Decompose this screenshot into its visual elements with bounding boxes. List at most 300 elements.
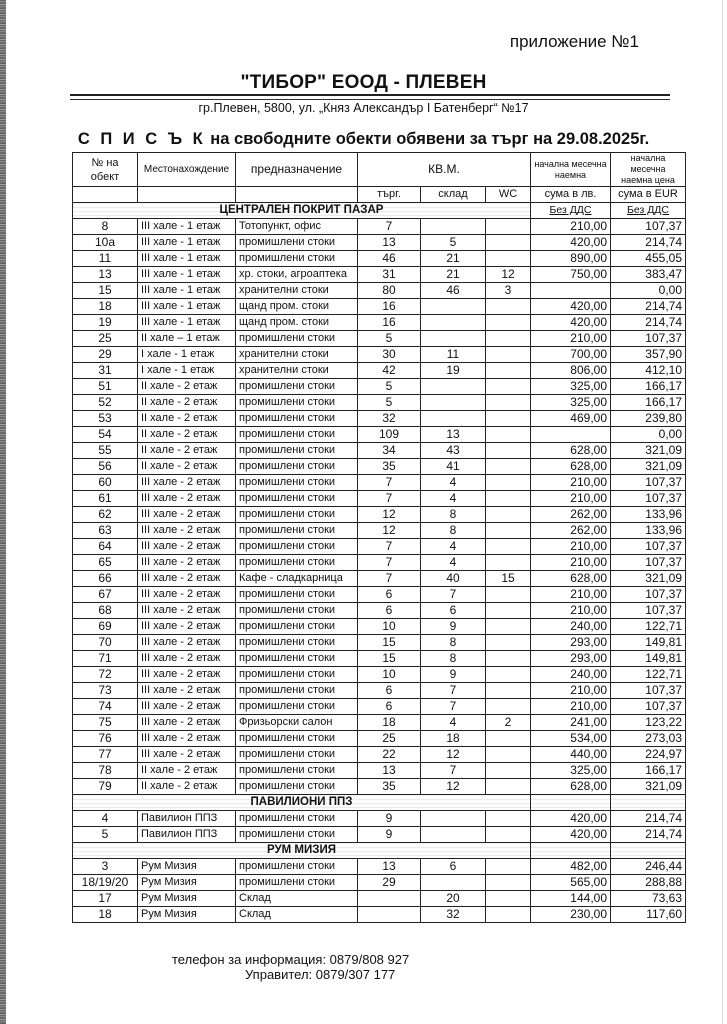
cell-location: Павилион ППЗ bbox=[138, 827, 236, 843]
cell-trade: 7 bbox=[358, 491, 421, 507]
cell-wc bbox=[486, 779, 531, 795]
cell-rent-eur: 321,09 bbox=[611, 443, 686, 459]
cell-location: II хале - 2 етаж bbox=[138, 411, 236, 427]
cell-purpose: хранителни стоки bbox=[236, 363, 358, 379]
cell-location: III хале - 2 етаж bbox=[138, 571, 236, 587]
cell-wc bbox=[486, 299, 531, 315]
cell-trade: 13 bbox=[358, 235, 421, 251]
cell-rent-eur: 107,37 bbox=[611, 491, 686, 507]
cell-wc bbox=[486, 379, 531, 395]
cell-trade bbox=[358, 907, 421, 923]
cell-wc bbox=[486, 443, 531, 459]
cell-trade: 35 bbox=[358, 459, 421, 475]
col-purpose-header: предназначение bbox=[236, 153, 358, 187]
cell-rent-eur: 107,37 bbox=[611, 331, 686, 347]
table-row bbox=[73, 267, 686, 283]
col-number-header: № на обект bbox=[73, 153, 138, 187]
cell-rent-eur: 321,09 bbox=[611, 779, 686, 795]
table-row bbox=[73, 699, 686, 715]
cell-trade: 35 bbox=[358, 779, 421, 795]
cell-rent-bgn: 565,00 bbox=[531, 875, 611, 891]
cell-trade: 46 bbox=[358, 251, 421, 267]
cell-purpose: промишлени стоки bbox=[236, 331, 358, 347]
cell-purpose: промишлени стоки bbox=[236, 683, 358, 699]
empty-cell bbox=[138, 187, 236, 203]
cell-rent-eur: 246,44 bbox=[611, 859, 686, 875]
table-row bbox=[73, 859, 686, 875]
cell-location: Рум Мизия bbox=[138, 891, 236, 907]
cell-storage: 11 bbox=[421, 347, 486, 363]
cell-storage: 43 bbox=[421, 443, 486, 459]
cell-rent-bgn: 534,00 bbox=[531, 731, 611, 747]
cell-rent-eur: 357,90 bbox=[611, 347, 686, 363]
cell-purpose: промишлени стоки bbox=[236, 731, 358, 747]
cell-location: III хале - 2 етаж bbox=[138, 603, 236, 619]
cell-number: 11 bbox=[73, 251, 138, 267]
cell-location: III хале - 2 етаж bbox=[138, 555, 236, 571]
cell-location: I хале - 1 етаж bbox=[138, 363, 236, 379]
title-list-word: С П И С Ъ К bbox=[77, 130, 206, 148]
cell-rent-bgn: 210,00 bbox=[531, 475, 611, 491]
cell-wc: 15 bbox=[486, 571, 531, 587]
cell-purpose: промишлени стоки bbox=[236, 587, 358, 603]
cell-number: 60 bbox=[73, 475, 138, 491]
section-title: ПАВИЛИОНИ ППЗ bbox=[73, 795, 531, 811]
cell-rent-eur: 273,03 bbox=[611, 731, 686, 747]
header-row-2 bbox=[73, 187, 686, 203]
cell-purpose: Склад bbox=[236, 907, 358, 923]
cell-trade: 80 bbox=[358, 283, 421, 299]
cell-storage bbox=[421, 219, 486, 235]
cell-location: Павилион ППЗ bbox=[138, 811, 236, 827]
cell-rent-eur: 133,96 bbox=[611, 507, 686, 523]
cell-number: 71 bbox=[73, 651, 138, 667]
cell-wc bbox=[486, 427, 531, 443]
cell-storage: 9 bbox=[421, 667, 486, 683]
cell-number: 52 bbox=[73, 395, 138, 411]
table-row bbox=[73, 907, 686, 923]
cell-wc bbox=[486, 411, 531, 427]
empty-cell bbox=[73, 187, 138, 203]
cell-storage bbox=[421, 411, 486, 427]
cell-storage bbox=[421, 827, 486, 843]
cell-rent-bgn: 628,00 bbox=[531, 459, 611, 475]
cell-rent-eur: 107,37 bbox=[611, 587, 686, 603]
cell-rent-eur: 107,37 bbox=[611, 475, 686, 491]
cell-storage bbox=[421, 875, 486, 891]
table-row bbox=[73, 763, 686, 779]
table-row bbox=[73, 619, 686, 635]
cell-trade: 30 bbox=[358, 347, 421, 363]
table-row bbox=[73, 331, 686, 347]
cell-number: 77 bbox=[73, 747, 138, 763]
cell-storage: 6 bbox=[421, 603, 486, 619]
section-header-row bbox=[73, 203, 686, 219]
cell-purpose: Склад bbox=[236, 891, 358, 907]
cell-wc bbox=[486, 683, 531, 699]
cell-trade: 42 bbox=[358, 363, 421, 379]
cell-rent-bgn: 210,00 bbox=[531, 555, 611, 571]
cell-location: II хале - 2 етаж bbox=[138, 443, 236, 459]
table-row bbox=[73, 475, 686, 491]
table-row bbox=[73, 443, 686, 459]
cell-rent-eur: 224,97 bbox=[611, 747, 686, 763]
cell-rent-eur: 455,05 bbox=[611, 251, 686, 267]
cell-rent-eur: 107,37 bbox=[611, 699, 686, 715]
cell-rent-bgn: 890,00 bbox=[531, 251, 611, 267]
cell-rent-eur: 107,37 bbox=[611, 219, 686, 235]
cell-purpose: промишлени стоки bbox=[236, 251, 358, 267]
cell-location: I хале - 1 етаж bbox=[138, 347, 236, 363]
cell-storage bbox=[421, 811, 486, 827]
cell-purpose: Тотопункт, офис bbox=[236, 219, 358, 235]
cell-wc bbox=[486, 907, 531, 923]
cell-location: III хале - 2 етаж bbox=[138, 491, 236, 507]
cell-location: III хале - 1 етаж bbox=[138, 219, 236, 235]
cell-wc bbox=[486, 699, 531, 715]
cell-wc bbox=[486, 875, 531, 891]
cell-purpose: промишлени стоки bbox=[236, 811, 358, 827]
cell-wc bbox=[486, 507, 531, 523]
cell-purpose: промишлени стоки bbox=[236, 427, 358, 443]
cell-trade: 6 bbox=[358, 683, 421, 699]
table-row bbox=[73, 507, 686, 523]
cell-rent-bgn: 420,00 bbox=[531, 315, 611, 331]
table-row bbox=[73, 411, 686, 427]
cell-number: 15 bbox=[73, 283, 138, 299]
cell-rent-bgn: 628,00 bbox=[531, 779, 611, 795]
cell-location: III хале - 1 етаж bbox=[138, 315, 236, 331]
cell-number: 54 bbox=[73, 427, 138, 443]
cell-trade: 5 bbox=[358, 379, 421, 395]
cell-number: 53 bbox=[73, 411, 138, 427]
cell-storage bbox=[421, 379, 486, 395]
cell-number: 69 bbox=[73, 619, 138, 635]
cell-location: II хале - 2 етаж bbox=[138, 427, 236, 443]
info-phone: телефон за информация: 0879/808 927 bbox=[172, 952, 410, 967]
cell-number: 66 bbox=[73, 571, 138, 587]
cell-storage: 7 bbox=[421, 763, 486, 779]
cell-wc: 3 bbox=[486, 283, 531, 299]
cell-rent-bgn: 325,00 bbox=[531, 395, 611, 411]
cell-purpose: щанд пром. стоки bbox=[236, 299, 358, 315]
cell-purpose: Кафе - сладкарница bbox=[236, 571, 358, 587]
col-wc-header: WC bbox=[486, 187, 531, 203]
cell-wc bbox=[486, 523, 531, 539]
cell-storage: 21 bbox=[421, 251, 486, 267]
appendix-label: приложение №1 bbox=[509, 32, 639, 51]
cell-rent-bgn: 420,00 bbox=[531, 827, 611, 843]
cell-storage: 46 bbox=[421, 283, 486, 299]
cell-storage: 5 bbox=[421, 235, 486, 251]
cell-rent-eur: 214,74 bbox=[611, 827, 686, 843]
cell-purpose: промишлени стоки bbox=[236, 875, 358, 891]
cell-number: 72 bbox=[73, 667, 138, 683]
cell-location: III хале - 2 етаж bbox=[138, 683, 236, 699]
table-row bbox=[73, 363, 686, 379]
cell-purpose: промишлени стоки bbox=[236, 747, 358, 763]
cell-rent-eur: 107,37 bbox=[611, 603, 686, 619]
cell-purpose: промишлени стоки bbox=[236, 699, 358, 715]
cell-rent-eur: 166,17 bbox=[611, 395, 686, 411]
section-filler bbox=[531, 795, 611, 811]
cell-trade: 7 bbox=[358, 571, 421, 587]
cell-purpose: промишлени стоки bbox=[236, 635, 358, 651]
cell-number: 75 bbox=[73, 715, 138, 731]
cell-trade: 15 bbox=[358, 635, 421, 651]
cell-purpose: промишлени стоки bbox=[236, 667, 358, 683]
title-rest: на свободните обекти обявени за търг на 29.08.2025г. bbox=[205, 130, 650, 148]
cell-location: II хале - 2 етаж bbox=[138, 459, 236, 475]
table-row bbox=[73, 731, 686, 747]
cell-storage: 12 bbox=[421, 779, 486, 795]
cell-trade: 25 bbox=[358, 731, 421, 747]
cell-storage: 13 bbox=[421, 427, 486, 443]
col-rent-eur-header: начална месечна наемна цена bbox=[611, 153, 686, 187]
cell-rent-bgn: 293,00 bbox=[531, 635, 611, 651]
cell-purpose: промишлени стоки bbox=[236, 827, 358, 843]
cell-wc bbox=[486, 747, 531, 763]
cell-location: II хале – 1 етаж bbox=[138, 331, 236, 347]
table-row bbox=[73, 603, 686, 619]
cell-rent-eur: 0,00 bbox=[611, 283, 686, 299]
cell-rent-bgn: 262,00 bbox=[531, 507, 611, 523]
table-row bbox=[73, 379, 686, 395]
cell-location: III хале - 2 етаж bbox=[138, 539, 236, 555]
cell-rent-eur: 107,37 bbox=[611, 683, 686, 699]
cell-storage: 19 bbox=[421, 363, 486, 379]
cell-rent-eur: 117,60 bbox=[611, 907, 686, 923]
cell-rent-bgn: 293,00 bbox=[531, 651, 611, 667]
cell-trade: 16 bbox=[358, 299, 421, 315]
cell-purpose: промишлени стоки bbox=[236, 603, 358, 619]
table-row bbox=[73, 315, 686, 331]
cell-purpose: промишлени стоки bbox=[236, 379, 358, 395]
cell-purpose: промишлени стоки bbox=[236, 235, 358, 251]
cell-purpose: промишлени стоки bbox=[236, 555, 358, 571]
cell-storage: 7 bbox=[421, 683, 486, 699]
cell-number: 51 bbox=[73, 379, 138, 395]
table-row bbox=[73, 491, 686, 507]
cell-rent-eur: 122,71 bbox=[611, 619, 686, 635]
cell-trade: 7 bbox=[358, 555, 421, 571]
cell-storage: 8 bbox=[421, 635, 486, 651]
cell-number: 63 bbox=[73, 523, 138, 539]
table-row bbox=[73, 555, 686, 571]
cell-number: 18/19/20 bbox=[73, 875, 138, 891]
cell-rent-eur: 239,80 bbox=[611, 411, 686, 427]
cell-rent-bgn: 230,00 bbox=[531, 907, 611, 923]
cell-location: II хале - 2 етаж bbox=[138, 379, 236, 395]
cell-wc bbox=[486, 395, 531, 411]
cell-rent-bgn: 750,00 bbox=[531, 267, 611, 283]
cell-storage bbox=[421, 315, 486, 331]
cell-purpose: промишлени стоки bbox=[236, 491, 358, 507]
cell-rent-eur: 214,74 bbox=[611, 315, 686, 331]
cell-wc bbox=[486, 891, 531, 907]
cell-storage bbox=[421, 299, 486, 315]
vat-note-bgn: Без ДДС bbox=[531, 203, 611, 219]
scan-edge-artifact bbox=[0, 0, 6, 1024]
cell-location: III хале - 2 етаж bbox=[138, 667, 236, 683]
cell-number: 79 bbox=[73, 779, 138, 795]
cell-rent-bgn: 210,00 bbox=[531, 603, 611, 619]
vat-note-eur: Без ДДС bbox=[611, 203, 686, 219]
cell-storage: 7 bbox=[421, 587, 486, 603]
cell-trade: 22 bbox=[358, 747, 421, 763]
cell-location: Рум Мизия bbox=[138, 859, 236, 875]
cell-number: 18 bbox=[73, 299, 138, 315]
empty-cell bbox=[236, 187, 358, 203]
cell-rent-eur: 214,74 bbox=[611, 299, 686, 315]
cell-storage: 40 bbox=[421, 571, 486, 587]
section-title: ЦЕНТРАЛЕН ПОКРИТ ПАЗАР bbox=[73, 203, 531, 219]
cell-number: 55 bbox=[73, 443, 138, 459]
cell-number: 68 bbox=[73, 603, 138, 619]
document-title bbox=[0, 130, 727, 149]
table-row bbox=[73, 667, 686, 683]
cell-wc bbox=[486, 587, 531, 603]
company-name: "ТИБОР" ЕООД - ПЛЕВЕН bbox=[240, 72, 487, 93]
cell-rent-eur: 122,71 bbox=[611, 667, 686, 683]
cell-trade: 15 bbox=[358, 651, 421, 667]
col-rent-bgn-sub: сума в лв. bbox=[531, 187, 611, 203]
cell-storage: 4 bbox=[421, 555, 486, 571]
cell-storage: 20 bbox=[421, 891, 486, 907]
cell-storage: 4 bbox=[421, 715, 486, 731]
cell-rent-bgn: 482,00 bbox=[531, 859, 611, 875]
cell-rent-eur: 166,17 bbox=[611, 763, 686, 779]
cell-rent-eur: 383,47 bbox=[611, 267, 686, 283]
cell-trade: 12 bbox=[358, 523, 421, 539]
cell-wc bbox=[486, 539, 531, 555]
cell-rent-eur: 412,10 bbox=[611, 363, 686, 379]
cell-storage: 21 bbox=[421, 267, 486, 283]
cell-number: 17 bbox=[73, 891, 138, 907]
cell-storage bbox=[421, 395, 486, 411]
cell-rent-bgn: 420,00 bbox=[531, 235, 611, 251]
cell-number: 76 bbox=[73, 731, 138, 747]
cell-number: 29 bbox=[73, 347, 138, 363]
cell-rent-bgn: 240,00 bbox=[531, 619, 611, 635]
table-row bbox=[73, 219, 686, 235]
cell-location: III хале - 2 етаж bbox=[138, 619, 236, 635]
table-row bbox=[73, 811, 686, 827]
cell-wc bbox=[486, 331, 531, 347]
cell-purpose: хранителни стоки bbox=[236, 347, 358, 363]
cell-purpose: хр. стоки, агроаптека bbox=[236, 267, 358, 283]
header-row-1 bbox=[73, 153, 686, 187]
cell-purpose: промишлени стоки bbox=[236, 395, 358, 411]
cell-rent-eur: 166,17 bbox=[611, 379, 686, 395]
cell-wc: 2 bbox=[486, 715, 531, 731]
cell-purpose: промишлени стоки bbox=[236, 411, 358, 427]
section-filler bbox=[531, 843, 611, 859]
cell-number: 78 bbox=[73, 763, 138, 779]
cell-rent-bgn: 325,00 bbox=[531, 379, 611, 395]
cell-storage bbox=[421, 331, 486, 347]
cell-purpose: промишлени стоки bbox=[236, 443, 358, 459]
cell-rent-bgn: 806,00 bbox=[531, 363, 611, 379]
table-row bbox=[73, 651, 686, 667]
col-sqm-header: КВ.М. bbox=[358, 153, 531, 187]
cell-location: II хале - 2 етаж bbox=[138, 779, 236, 795]
cell-wc bbox=[486, 475, 531, 491]
cell-rent-bgn: 210,00 bbox=[531, 683, 611, 699]
table-row bbox=[73, 427, 686, 443]
cell-location: Рум Мизия bbox=[138, 907, 236, 923]
cell-wc bbox=[486, 347, 531, 363]
cell-trade: 7 bbox=[358, 539, 421, 555]
cell-rent-bgn: 210,00 bbox=[531, 699, 611, 715]
cell-rent-bgn: 700,00 bbox=[531, 347, 611, 363]
cell-location: III хале - 2 етаж bbox=[138, 747, 236, 763]
cell-trade: 9 bbox=[358, 811, 421, 827]
cell-rent-bgn: 144,00 bbox=[531, 891, 611, 907]
col-rent-bgn-header: начална месечна наемна bbox=[531, 153, 611, 187]
cell-trade bbox=[358, 891, 421, 907]
cell-wc bbox=[486, 251, 531, 267]
cell-number: 31 bbox=[73, 363, 138, 379]
cell-trade: 109 bbox=[358, 427, 421, 443]
cell-rent-bgn: 469,00 bbox=[531, 411, 611, 427]
table-row bbox=[73, 235, 686, 251]
cell-location: III хале - 2 етаж bbox=[138, 651, 236, 667]
cell-trade: 34 bbox=[358, 443, 421, 459]
table-row bbox=[73, 523, 686, 539]
col-trade-header: търг. bbox=[358, 187, 421, 203]
table-row bbox=[73, 395, 686, 411]
cell-number: 5 bbox=[73, 827, 138, 843]
cell-number: 19 bbox=[73, 315, 138, 331]
cell-storage: 8 bbox=[421, 523, 486, 539]
table-row bbox=[73, 779, 686, 795]
cell-rent-eur: 214,74 bbox=[611, 235, 686, 251]
table-row bbox=[73, 747, 686, 763]
cell-number: 56 bbox=[73, 459, 138, 475]
cell-number: 74 bbox=[73, 699, 138, 715]
cell-rent-bgn: 420,00 bbox=[531, 811, 611, 827]
objects-table bbox=[72, 152, 686, 923]
cell-number: 61 bbox=[73, 491, 138, 507]
cell-wc bbox=[486, 363, 531, 379]
cell-storage: 4 bbox=[421, 475, 486, 491]
cell-trade: 13 bbox=[358, 859, 421, 875]
table-row bbox=[73, 587, 686, 603]
cell-purpose: промишлени стоки bbox=[236, 619, 358, 635]
cell-trade: 9 bbox=[358, 827, 421, 843]
cell-location: III хале - 2 етаж bbox=[138, 475, 236, 491]
cell-location: III хале - 1 етаж bbox=[138, 251, 236, 267]
cell-wc bbox=[486, 219, 531, 235]
cell-purpose: промишлени стоки bbox=[236, 859, 358, 875]
cell-number: 67 bbox=[73, 587, 138, 603]
cell-purpose: промишлени стоки bbox=[236, 763, 358, 779]
cell-rent-eur: 321,09 bbox=[611, 459, 686, 475]
table-row bbox=[73, 347, 686, 363]
cell-trade: 31 bbox=[358, 267, 421, 283]
cell-location: III хале - 2 етаж bbox=[138, 715, 236, 731]
cell-rent-bgn: 210,00 bbox=[531, 587, 611, 603]
section-filler bbox=[611, 795, 686, 811]
cell-storage: 41 bbox=[421, 459, 486, 475]
cell-purpose: промишлени стоки bbox=[236, 539, 358, 555]
cell-number: 65 bbox=[73, 555, 138, 571]
scan-edge-right bbox=[722, 0, 723, 1024]
cell-wc bbox=[486, 315, 531, 331]
table-row bbox=[73, 283, 686, 299]
col-storage-header: склад bbox=[421, 187, 486, 203]
